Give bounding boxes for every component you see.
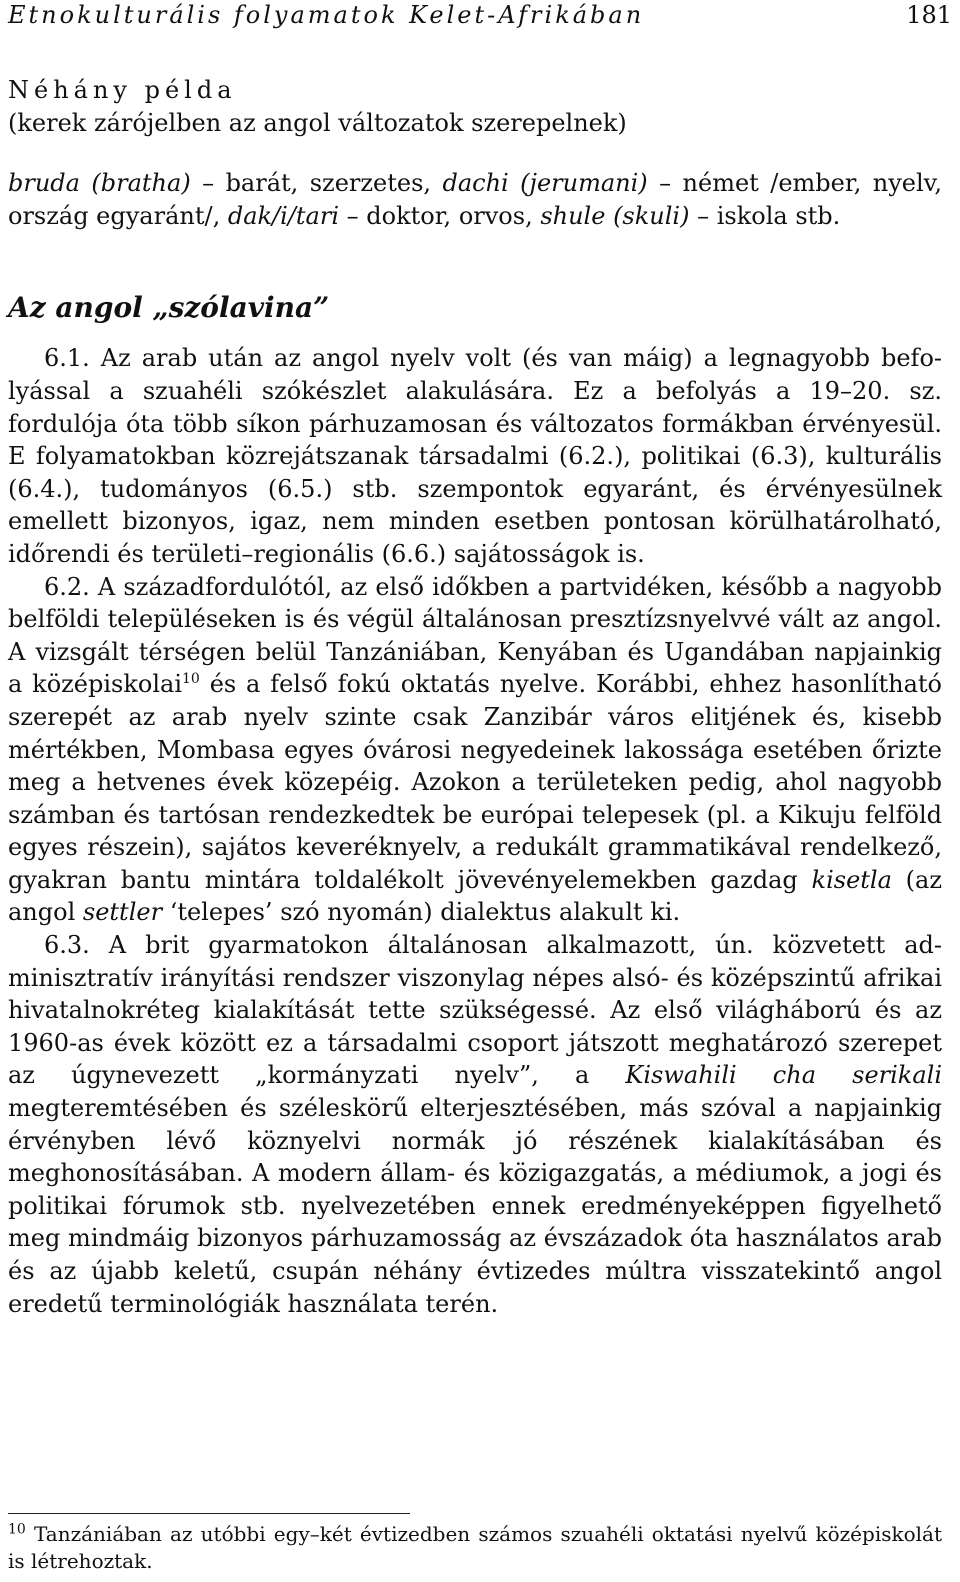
example-word-daktari: dak/i/tari (227, 201, 340, 230)
examples-title: Néhány példa (8, 76, 237, 104)
example-gloss: – barát, szerzetes, (190, 169, 443, 198)
example-word-bruda: bruda (bratha) (8, 169, 191, 198)
example-gloss: – iskola stb. (689, 201, 841, 230)
running-title: Etnokulturális folyamatok Kelet-Afrikában (8, 1, 645, 29)
term-kisetla: kisetla (811, 865, 892, 894)
examples-list (8, 167, 942, 232)
footnote (8, 1521, 942, 1575)
term-settler: settler (82, 898, 163, 927)
paragraph-6-1: 6.1. Az arab után az angol nyelv volt (és van máig) a legnagyobb befolyással a szuahéli szókészlet alakulására. Ez a befolyás a 19–20. sz. fordulója óta több síkon párhuzamosan és változatos formákban érvényesül. E folyamatokban közrejátszanak társadalmi (6.2.), politikai (6.3), kulturális (6.4.), tudományos (6.5.) stb. szempontok egyaránt, és érvényesülnek emellett bizonyos, igaz, nem minden esetben pontosan körülhatárolható, időrendi és területi–regionális (6.6.) sajátosságok is. (8, 344, 942, 568)
example-word-dachi: dachi (jerumani) (442, 169, 648, 198)
footnote-ref: 10 (182, 671, 200, 688)
page-header (8, 0, 952, 34)
example-gloss: – német /ember, nyelv, ország egyaránt/, (8, 169, 942, 230)
footnote-number: 10 (8, 1521, 26, 1538)
examples-subtitle: (kerek zárójelben az angol változatok szerepelnek) (8, 108, 627, 137)
page-number: 181 (906, 1, 952, 29)
term-kiswahili-cha-serikali: Kiswahili cha serikali (625, 1061, 943, 1090)
body-text (8, 74, 942, 1320)
spacer (8, 139, 942, 167)
footnote-divider (8, 1513, 410, 1514)
spacer (8, 232, 942, 288)
example-word-shule: shule (skuli) (540, 201, 690, 230)
paragraph-6-3: 6.3. A brit gyarmatokon általánosan alkalmazott, ún. közvetett adminisztratív irányítási rendszer viszonylag népes alsó- és középszintű afrikai hivatalnokréteg kialakítását tette szükségessé. Az első világháború és az 1960-as évek között ez a társadalmi csoport játszott meghatározó szerepet az úgynevezett „kormányzati nyelv”, a Kiswahili cha serikali megteremtésében és széleskörű elterjesztésében, más szóval a napjainkig érvényben lévő köznyelvi normák jó részének kialakításában és meghonosításában. A modern állam- és közigazgatás, a médiumok, a jogi és politikai fórumok stb. nyelvezetében ennek eredményeképpen figyelhető meg mindmáig bizonyos párhuzamosság az évszázadok óta használatos arab és az újabb keletű, csupán néhány évtizedes múltra visszatekintő angol eredetű terminológiák használata terén. (8, 931, 943, 1318)
section-heading: Az angol „szólavina” (8, 291, 330, 325)
footnote-text: Tanzániában az utóbbi egy–két évtizedben számos szuahéli oktatási nyelvű középiskolát is létrehoztak. (8, 1522, 942, 1573)
example-gloss: – doktor, orvos, (339, 201, 541, 230)
paragraph-6-2: 6.2. A századfordulótól, az első időkben a partvidéken, később a nagyobb belföldi településeken is és végül általánosan presztízsnyelvvé vált az angol. A vizsgált térségen belül Tanzániában, Kenyában és Ugandában napjainkig a középiskolai$^{10}$ és a felső fokú oktatás nyelve. Korábbi, ehhez hasonlítható szerepét az arab nyelv szinte csak Zanzibár város elitjének és, kisebb mértékben, Mombasa egyes óvárosi negyedeinek lakossága esetében őrizte meg a hetvenes évek közepéig. Azokon a területeken pedig, ahol nagyobb számban és tartósan rendezkedtek be európai telepesek (pl. a Kikuju felföld egyes részein), sajátos keveréknyelv, a redukált grammatikával rendelkező, gyakran bantu mintára toldalékolt jövevényelemekben gazdag kisetla (az angol settler ‘telepes’ szó nyomán) dialektus alakult ki. (8, 572, 943, 927)
